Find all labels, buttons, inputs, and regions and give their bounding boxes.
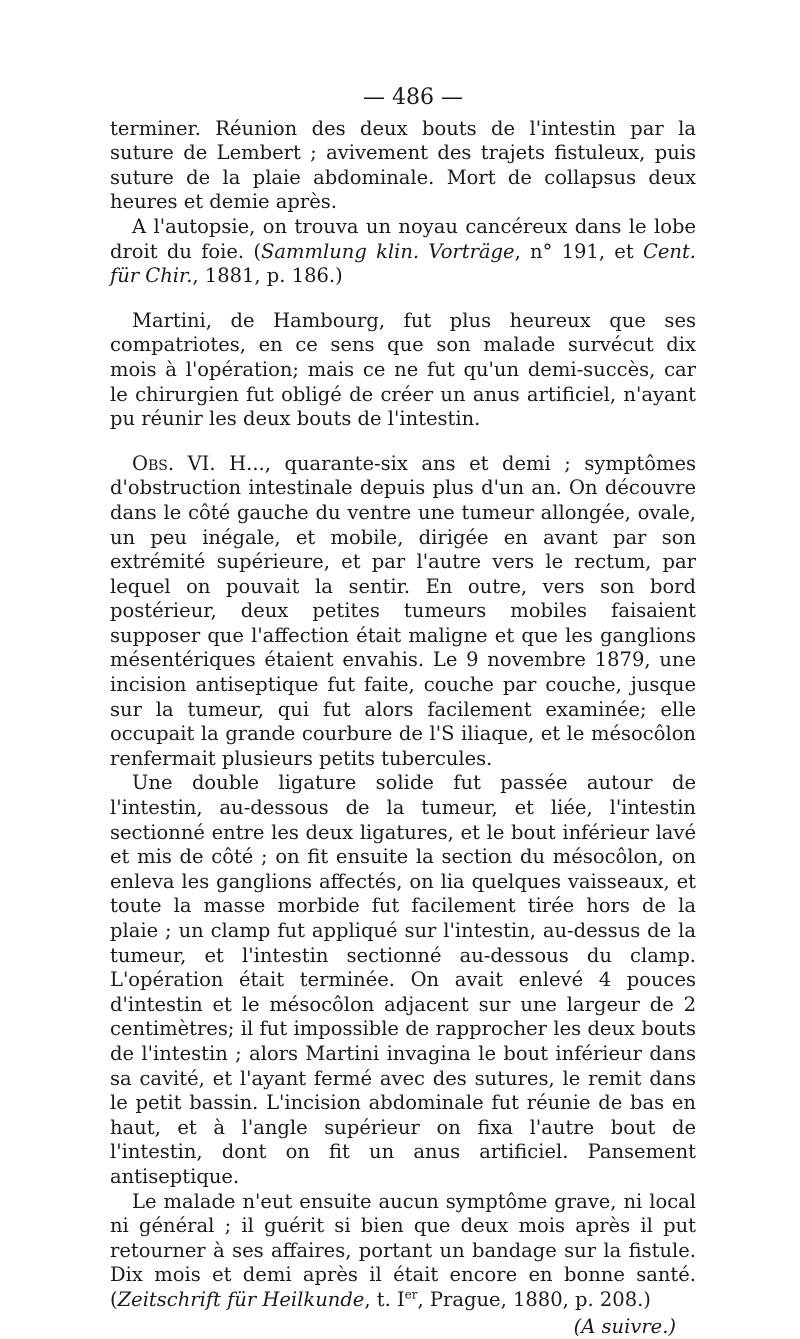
to-be-continued: (A suivre.) <box>110 1315 696 1339</box>
paragraph-outcome <box>110 1190 696 1313</box>
text-run: Le malade n'eut ensuite aucun symptôme grave, ni local ni général ; il guérit si bien que deux mois après il put retourner à ses affaires, portant un bandage sur la fistule. Dix mois et demi après il était encore en bonne santé. ( <box>110 1190 696 1311</box>
paragraph-autopsy <box>110 215 696 289</box>
superscript: er <box>405 1287 418 1301</box>
text-run: , Prague, 1880, p. 208.) <box>418 1288 651 1311</box>
text-run: , n° 191, et <box>515 240 643 263</box>
paragraph-continuation: terminer. Réunion des deux bouts de l'intestin par la suture de Lembert ; avivement des trajets fistuleux, puis suture de la plaie abdominale. Mort de collapsus deux heures et demie après. <box>110 117 696 215</box>
paragraph-operation: Une double ligature solide fut passée autour de l'intestin, au-dessous de la tumeur, et liée, l'intestin sectionné entre les deux ligatures, et le bout inférieur lavé et mis de côté ; on fit ensuite la section du mésocôlon, on enleva les ganglions affectés, on lia quelques vaisseaux, et toute la masse morbide fut facilement tirée hors de la plaie ; un clamp fut appliqué sur l'intestin, au-dessus de la tumeur, et l'intestin sectionné au-dessous du clamp. L'opération était terminée. On avait enlevé 4 pouces d'intestin et le mésocôlon adjacent sur une largeur de 2 centimètres; il fut impossible de rapprocher les deux bouts de l'intestin ; alors Martini invagina le bout inférieur dans sa cavité, et l'ayant fermé avec des sutures, le remit dans le petit bassin. L'incision abdominale fut réunie de bas en haut, et à l'angle supérieur on fixa l'autre bout de l'intestin, dont on fit un anus artificiel. Pansement antiseptique. <box>110 771 696 1189</box>
citation-title: Sammlung klin. Vorträge <box>261 240 515 263</box>
text-run: , 1881, p. 186.) <box>192 264 342 287</box>
observation-label: Obs. VI. <box>132 452 216 475</box>
text-run: H..., quarante-six ans et demi ; symptômes d'obstruction intestinale depuis plus d'un an. On découvre dans le côté gauche du ventre une tumeur allongée, ovale, un peu inégale, et mobile, dirigée en avant par son extrémité supérieure, et par l'autre vers le rectum, par lequel on pouvait la sentir. En outre, vers son bord postérieur, deux petites tumeurs mobiles faisaient supposer que l'affection était maligne et que les ganglions mésentériques étaient envahis. Le 9 novembre 1879, une incision antiseptique fut faite, couche par couche, jusque sur la tumeur, qui fut alors facilement examinée; elle occupait la grande courbure de l'S iliaque, et le mésocôlon renfermait plusieurs petits tubercules. <box>110 452 696 770</box>
text-run: , t. I <box>364 1288 404 1311</box>
citation-title: Cent. für Chir. <box>110 240 696 288</box>
paragraph-observation <box>110 452 696 772</box>
citation-title: Zeitschrift für Heilkunde <box>118 1288 365 1311</box>
document-page <box>110 86 696 1339</box>
text-run: A l'autopsie, on trouva un noyau cancéreux dans le lobe droit du foie. ( <box>110 215 696 263</box>
page-number: — 486 — <box>110 86 696 111</box>
paragraph-martini: Martini, de Hambourg, fut plus heureux que ses compatriotes, en ce sens que son malade survécut dix mois à l'opération; mais ce ne fut qu'un demi-succès, car le chirurgien fut obligé de créer un anus artificiel, n'ayant pu réunir les deux bouts de l'intestin. <box>110 309 696 432</box>
